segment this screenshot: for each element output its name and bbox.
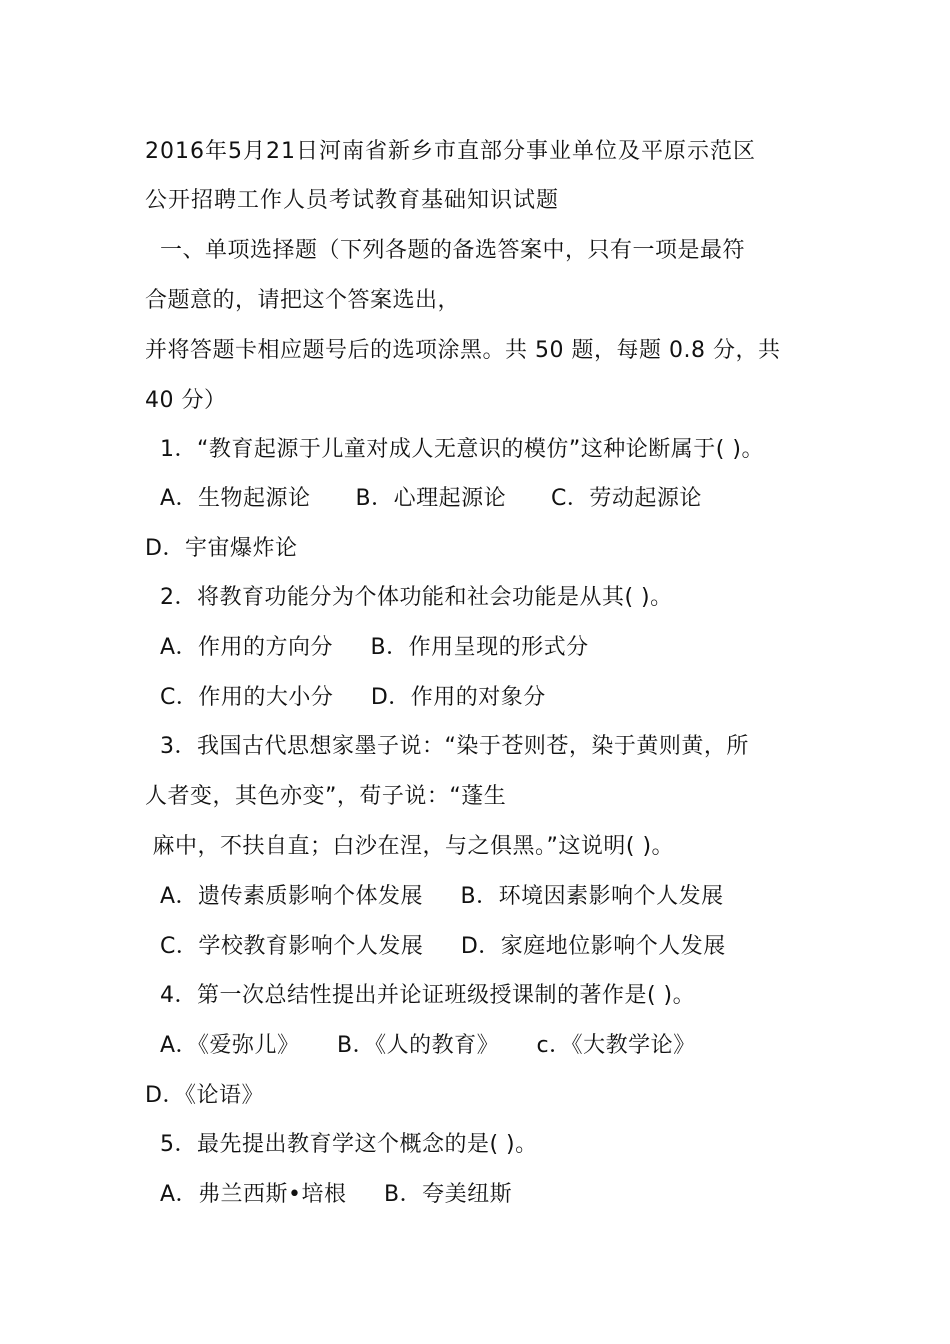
question-3-stem-line-3: 麻中，不扶自直；白沙在涅，与之俱黑。”这说明( )。 — [145, 834, 675, 859]
question-2-options-ab: A．作用的方向分 B．作用呈现的形式分 — [145, 635, 589, 660]
question-2-stem: 2．将教育功能分为个体功能和社会功能是从其( )。 — [145, 585, 673, 610]
question-4-option-d: D．《论语》 — [145, 1083, 264, 1108]
question-3-options-cd: C．学校教育影响个人发展 D．家庭地位影响个人发展 — [145, 934, 726, 959]
document-title-line-2: 公开招聘工作人员考试教育基础知识试题 — [145, 188, 560, 213]
question-1-options: A．生物起源论 B．心理起源论 C．劳动起源论 — [145, 486, 702, 511]
question-5-options-ab: A．弗兰西斯•培根 B．夸美纽斯 — [145, 1182, 513, 1207]
section-heading-line-3: 并将答题卡相应题号后的选项涂黑。共 50 题，每题 0.8 分，共 — [145, 338, 781, 363]
section-heading-line-4: 40 分） — [145, 388, 227, 413]
question-2-options-cd: C．作用的大小分 D．作用的对象分 — [145, 685, 546, 710]
question-3-stem-line-2: 人者变，其色亦变”，荀子说：“蓬生 — [145, 784, 507, 809]
question-5-stem: 5．最先提出教育学这个概念的是( )。 — [145, 1132, 538, 1157]
document-title-line-1: 2016年5月21日河南省新乡市直部分事业单位及平原示范区 — [145, 139, 756, 164]
question-1-option-d: D．宇宙爆炸论 — [145, 536, 298, 561]
question-4-stem: 4．第一次总结性提出并论证班级授课制的著作是( )。 — [145, 983, 696, 1008]
question-3-stem-line-1: 3．我国古代思想家墨子说：“染于苍则苍，染于黄则黄，所 — [145, 734, 749, 759]
section-heading-line-1: 一、单项选择题（下列各题的备选答案中，只有一项是最符 — [145, 238, 745, 263]
question-3-options-ab: A．遗传素质影响个体发展 B．环境因素影响个人发展 — [145, 884, 724, 909]
question-1-stem: 1．“教育起源于儿童对成人无意识的模仿”这种论断属于( )。 — [145, 437, 764, 462]
section-heading-line-2: 合题意的，请把这个答案选出， — [145, 288, 461, 313]
question-4-options: A．《爱弥儿》 B．《人的教育》 c．《大教学论》 — [145, 1033, 696, 1058]
